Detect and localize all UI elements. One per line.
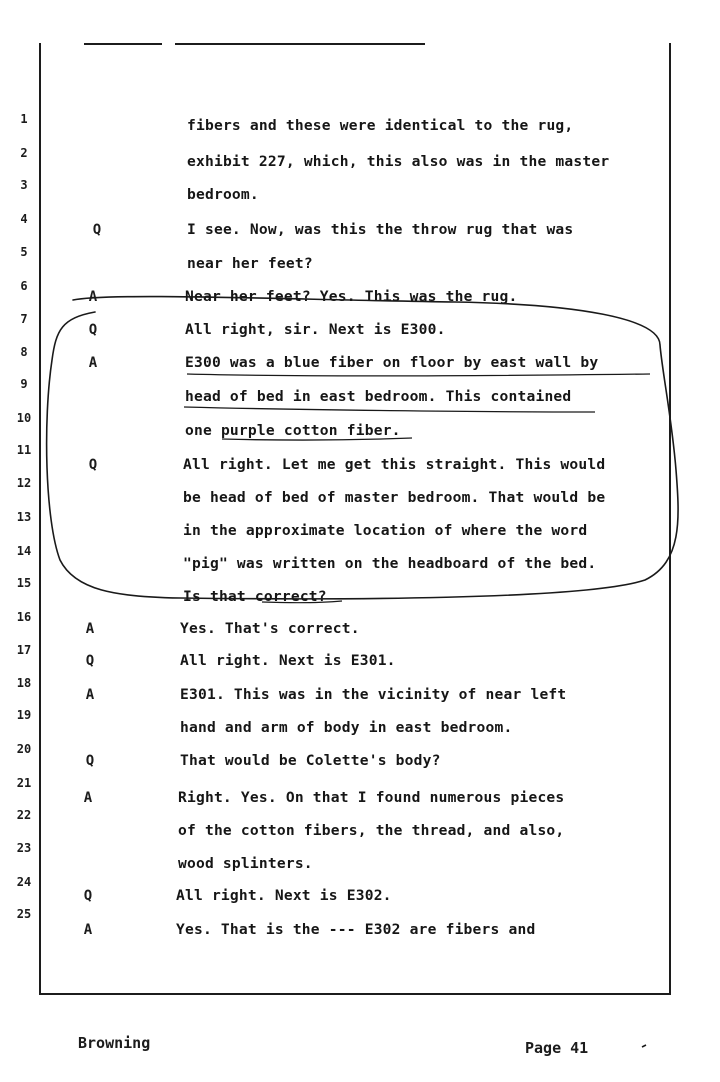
line-number: 13: [16, 510, 32, 524]
transcript-line: near her feet?: [187, 255, 313, 272]
handwritten-tick-mark: [642, 1045, 646, 1047]
speaker-label: A: [85, 687, 95, 703]
line-number: 21: [16, 776, 32, 790]
line-number: 25: [16, 907, 32, 921]
transcript-line: hand and arm of body in east bedroom.: [180, 719, 513, 736]
transcript-line: Yes. That is the --- E302 are fibers and: [176, 921, 536, 938]
transcript-line: "pig" was written on the headboard of the bed.: [183, 555, 597, 572]
line-number: 3: [20, 178, 28, 192]
line-number: 9: [20, 377, 28, 391]
line-number: 8: [20, 345, 28, 359]
transcript-line: All right. Let me get this straight. This would: [183, 456, 606, 473]
speaker-label: A: [83, 922, 93, 938]
speaker-label: Q: [85, 653, 95, 669]
transcript-line: head of bed in east bedroom. This contained: [185, 388, 572, 405]
transcript-line: wood splinters.: [178, 855, 313, 872]
line-number: 2: [20, 146, 28, 160]
transcript-line: Right. Yes. On that I found numerous pieces: [178, 789, 565, 806]
line-number: 18: [16, 676, 32, 690]
handwritten-circle-mark: [47, 297, 678, 599]
footer-page-number: Page 41: [525, 1039, 589, 1057]
line-number: 23: [16, 841, 32, 855]
speaker-label: Q: [88, 457, 98, 473]
line-number: 5: [20, 245, 28, 259]
speaker-label: A: [83, 790, 93, 806]
handwritten-underline-line-15: [262, 601, 342, 603]
line-number: 20: [16, 742, 32, 756]
transcript-line: That would be Colette's body?: [180, 752, 441, 769]
transcript-line: I see. Now, was this the throw rug that was: [187, 221, 574, 238]
transcript-line: in the approximate location of where the word: [183, 522, 588, 539]
line-number: 7: [20, 312, 28, 326]
speaker-label: Q: [83, 888, 93, 904]
transcript-line: All right. Next is E301.: [180, 652, 396, 669]
footer-witness-name: Browning: [78, 1034, 151, 1052]
transcript-line: Near her feet? Yes. This was the rug.: [185, 288, 518, 305]
transcript-line: fibers and these were identical to the rug,: [187, 117, 574, 134]
transcript-line: bedroom.: [187, 186, 259, 203]
line-number: 11: [16, 443, 32, 457]
line-number: 22: [16, 808, 32, 822]
transcript-line: E301. This was in the vicinity of near left: [180, 686, 567, 703]
speaker-label: Q: [85, 753, 95, 769]
transcript-line: be head of bed of master bedroom. That would be: [183, 489, 606, 506]
speaker-label: A: [88, 289, 98, 305]
speaker-label: Q: [88, 322, 98, 338]
speaker-label: A: [85, 621, 95, 637]
line-number: 19: [16, 708, 32, 722]
transcript-line: All right, sir. Next is E300.: [185, 321, 446, 338]
line-number: 1: [20, 112, 28, 126]
transcript-line: All right. Next is E302.: [176, 887, 392, 904]
line-number: 14: [16, 544, 32, 558]
handwritten-underline-line-8: [187, 374, 650, 376]
handwritten-underline-line-9: [184, 407, 595, 412]
transcript-line: exhibit 227, which, this also was in the master: [187, 153, 610, 170]
speaker-label: A: [88, 355, 98, 371]
line-number: 16: [16, 610, 32, 624]
transcript-line: Is that correct?: [183, 588, 327, 605]
line-number: 10: [16, 411, 32, 425]
line-number: 24: [16, 875, 32, 889]
speaker-label: Q: [92, 222, 102, 238]
line-number: 17: [16, 643, 32, 657]
line-number: 12: [16, 476, 32, 490]
transcript-line: of the cotton fibers, the thread, and also,: [178, 822, 565, 839]
transcript-line: E300 was a blue fiber on floor by east wall by: [185, 354, 599, 371]
handwritten-underline-line-10: [222, 438, 412, 440]
line-number: 15: [16, 576, 32, 590]
transcript-line: Yes. That's correct.: [180, 620, 360, 637]
line-number: 4: [20, 212, 28, 226]
transcript-line: one purple cotton fiber.: [185, 422, 401, 439]
line-number: 6: [20, 279, 28, 293]
